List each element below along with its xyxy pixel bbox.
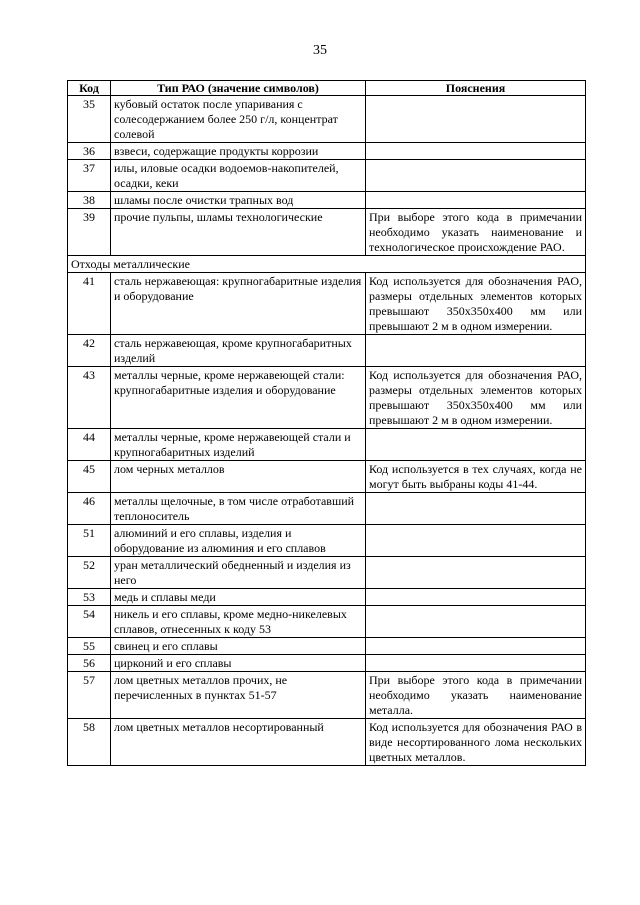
- note-cell: [366, 638, 586, 655]
- type-cell: уран металлический обедненный и изделия из него: [111, 557, 366, 589]
- type-cell: лом черных металлов: [111, 461, 366, 493]
- note-cell: [366, 143, 586, 160]
- header-note: Пояснения: [366, 81, 586, 96]
- table-row: [68, 96, 586, 143]
- rao-table: [67, 80, 586, 766]
- code-cell: 54: [68, 606, 111, 638]
- type-cell: кубовый остаток после упаривания с солесодержанием более 250 г/л, концентрат солевой: [111, 96, 366, 143]
- type-cell: лом цветных металлов несортированный: [111, 719, 366, 766]
- note-cell: [366, 429, 586, 461]
- code-cell: 46: [68, 493, 111, 525]
- table-row: [68, 557, 586, 589]
- code-cell: 37: [68, 160, 111, 192]
- note-cell: Код используется для обозначения РАО в виде несортированного лома нескольких цветных металлов.: [366, 719, 586, 766]
- note-cell: Код используется для обозначения РАО, размеры отдельных элементов которых превышают 350х350х400 мм или превышают 2 м в одном измерении.: [366, 273, 586, 335]
- header-code: Код: [68, 81, 111, 96]
- table-row: [68, 589, 586, 606]
- table-row: [68, 209, 586, 256]
- code-cell: 55: [68, 638, 111, 655]
- type-cell: металлы щелочные, в том числе отработавший теплоноситель: [111, 493, 366, 525]
- table-row: [68, 273, 586, 335]
- code-cell: 44: [68, 429, 111, 461]
- table-row: [68, 719, 586, 766]
- code-cell: 45: [68, 461, 111, 493]
- note-cell: [366, 493, 586, 525]
- table-row: [68, 192, 586, 209]
- table-row: [68, 461, 586, 493]
- table-row: [68, 655, 586, 672]
- table-row: [68, 638, 586, 655]
- type-cell: сталь нержавеющая, кроме крупногабаритных изделий: [111, 335, 366, 367]
- note-cell: При выборе этого кода в примечании необходимо указать наименование и технологическое происхождение РАО.: [366, 209, 586, 256]
- table-row: [68, 335, 586, 367]
- note-cell: При выборе этого кода в примечании необходимо указать наименование металла.: [366, 672, 586, 719]
- type-cell: свинец и его сплавы: [111, 638, 366, 655]
- table-body: [68, 96, 586, 766]
- note-cell: [366, 606, 586, 638]
- note-cell: [366, 589, 586, 606]
- code-cell: 53: [68, 589, 111, 606]
- table-row: [68, 606, 586, 638]
- code-cell: 39: [68, 209, 111, 256]
- type-cell: шламы после очистки трапных вод: [111, 192, 366, 209]
- code-cell: 43: [68, 367, 111, 429]
- type-cell: илы, иловые осадки водоемов-накопителей, осадки, кеки: [111, 160, 366, 192]
- code-cell: 42: [68, 335, 111, 367]
- header-type: Тип РАО (значение символов): [111, 81, 366, 96]
- table-row: [68, 143, 586, 160]
- code-cell: 41: [68, 273, 111, 335]
- note-cell: [366, 655, 586, 672]
- type-cell: взвеси, содержащие продукты коррозии: [111, 143, 366, 160]
- table-row: [68, 160, 586, 192]
- note-cell: [366, 160, 586, 192]
- code-cell: 58: [68, 719, 111, 766]
- code-cell: 36: [68, 143, 111, 160]
- type-cell: металлы черные, кроме нержавеющей стали и крупногабаритных изделий: [111, 429, 366, 461]
- note-cell: [366, 335, 586, 367]
- page-number: 35: [313, 43, 327, 58]
- code-cell: 51: [68, 525, 111, 557]
- code-cell: 52: [68, 557, 111, 589]
- type-cell: цирконий и его сплавы: [111, 655, 366, 672]
- section-label: Отходы металлические: [68, 256, 586, 273]
- note-cell: Код используется в тех случаях, когда не могут быть выбраны коды 41-44.: [366, 461, 586, 493]
- type-cell: никель и его сплавы, кроме медно-никелевых сплавов, отнесенных к коду 53: [111, 606, 366, 638]
- table-header-row: [68, 81, 586, 96]
- note-cell: [366, 557, 586, 589]
- note-cell: Код используется для обозначения РАО, размеры отдельных элементов которых превышают 350х350х400 мм или превышают 2 м в одном измерении.: [366, 367, 586, 429]
- type-cell: металлы черные, кроме нержавеющей стали: крупногабаритные изделия и оборудование: [111, 367, 366, 429]
- table-row: [68, 429, 586, 461]
- table-section-row: [68, 256, 586, 273]
- note-cell: [366, 192, 586, 209]
- code-cell: 35: [68, 96, 111, 143]
- type-cell: прочие пульпы, шламы технологические: [111, 209, 366, 256]
- table-row: [68, 367, 586, 429]
- code-cell: 56: [68, 655, 111, 672]
- note-cell: [366, 96, 586, 143]
- table-row: [68, 672, 586, 719]
- table-row: [68, 493, 586, 525]
- table-row: [68, 525, 586, 557]
- type-cell: медь и сплавы меди: [111, 589, 366, 606]
- type-cell: сталь нержавеющая: крупногабаритные изделия и оборудование: [111, 273, 366, 335]
- type-cell: лом цветных металлов прочих, не перечисленных в пунктах 51-57: [111, 672, 366, 719]
- code-cell: 38: [68, 192, 111, 209]
- code-cell: 57: [68, 672, 111, 719]
- type-cell: алюминий и его сплавы, изделия и оборудование из алюминия и его сплавов: [111, 525, 366, 557]
- note-cell: [366, 525, 586, 557]
